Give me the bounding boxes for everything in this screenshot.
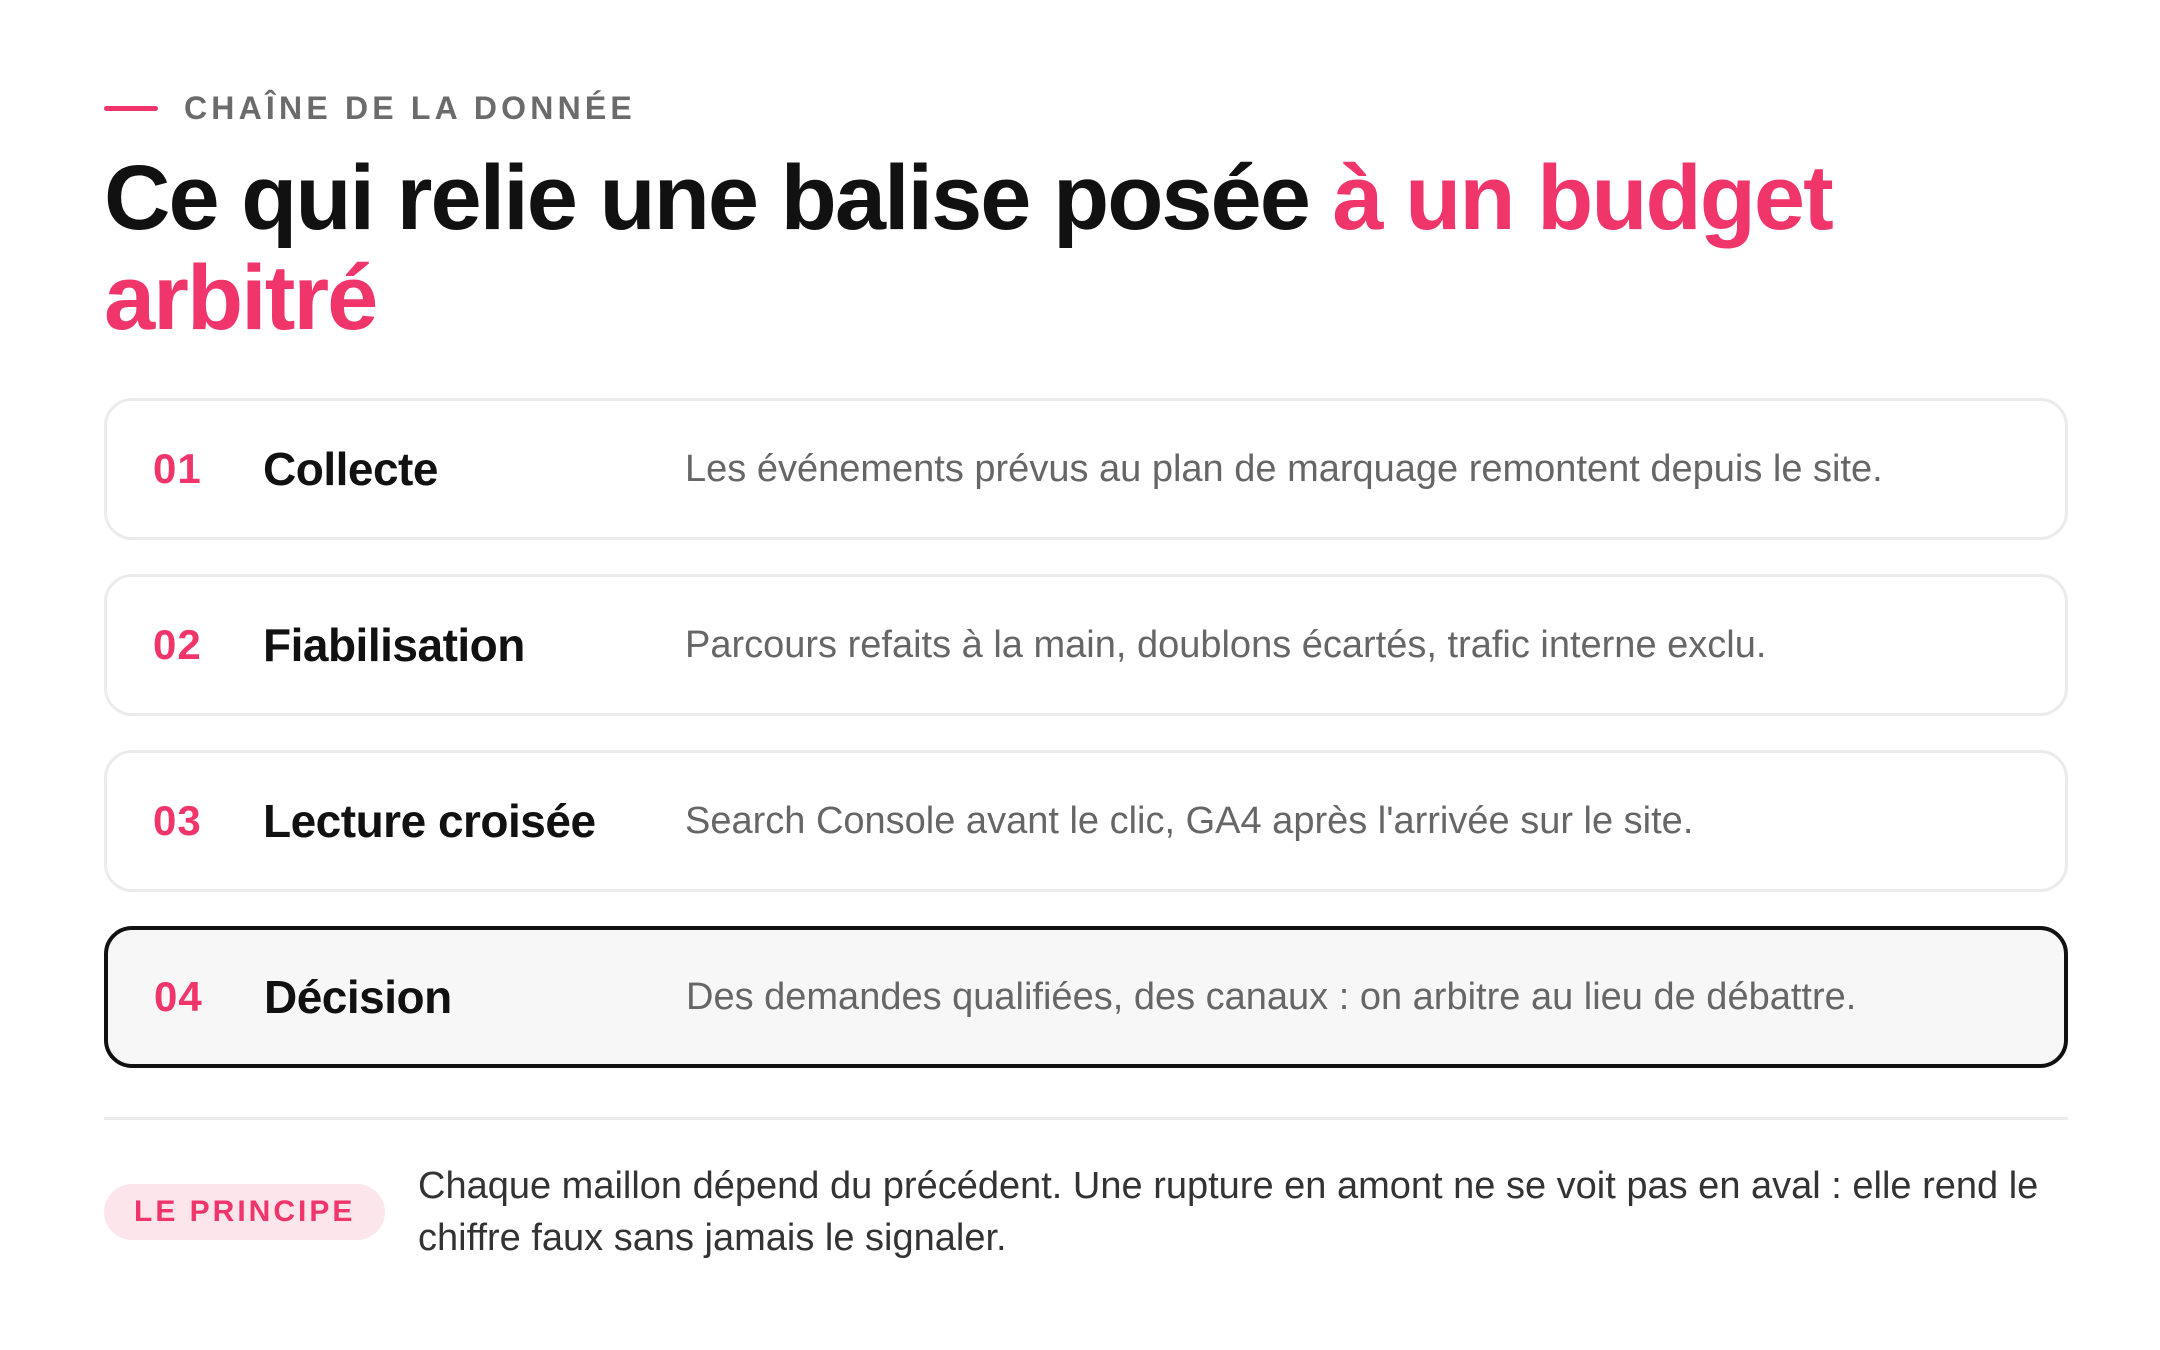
step-fiabilisation	[104, 574, 2068, 716]
principle-badge: LE PRINCIPE	[104, 1184, 385, 1240]
eyebrow-accent-line	[104, 106, 158, 111]
step-title: Décision	[264, 971, 452, 1023]
step-number: 03	[153, 797, 202, 844]
step-number: 04	[154, 973, 203, 1020]
page-title	[104, 148, 2068, 348]
step-decision	[104, 926, 2068, 1068]
title-main: Ce qui relie une balise posée	[104, 147, 1333, 249]
step-description: Search Console avant le clic, GA4 après l'arrivée sur le site.	[685, 799, 1694, 842]
principle-text: Chaque maillon dépend du précédent. Une rupture en amont ne se voit pas en aval : elle rend le chiffre faux sans jamais le signaler.	[418, 1165, 2039, 1259]
step-title: Collecte	[263, 443, 438, 495]
step-description: Les événements prévus au plan de marquage remontent depuis le site.	[685, 447, 1883, 490]
step-number: 02	[153, 621, 202, 668]
title-accent: à un budget arbitré	[104, 147, 1832, 349]
step-collecte	[104, 398, 2068, 540]
section-divider	[104, 1117, 2068, 1120]
step-description: Des demandes qualifiées, des canaux : on arbitre au lieu de débattre.	[686, 975, 1857, 1018]
step-description: Parcours refaits à la main, doublons écartés, trafic interne exclu.	[685, 623, 1767, 666]
step-title: Lecture croisée	[263, 795, 596, 847]
step-title: Fiabilisation	[263, 619, 525, 671]
eyebrow	[104, 88, 636, 128]
step-number: 01	[153, 445, 202, 492]
eyebrow-label: CHAÎNE DE LA DONNÉE	[184, 89, 636, 126]
step-lecture-croisee	[104, 750, 2068, 892]
